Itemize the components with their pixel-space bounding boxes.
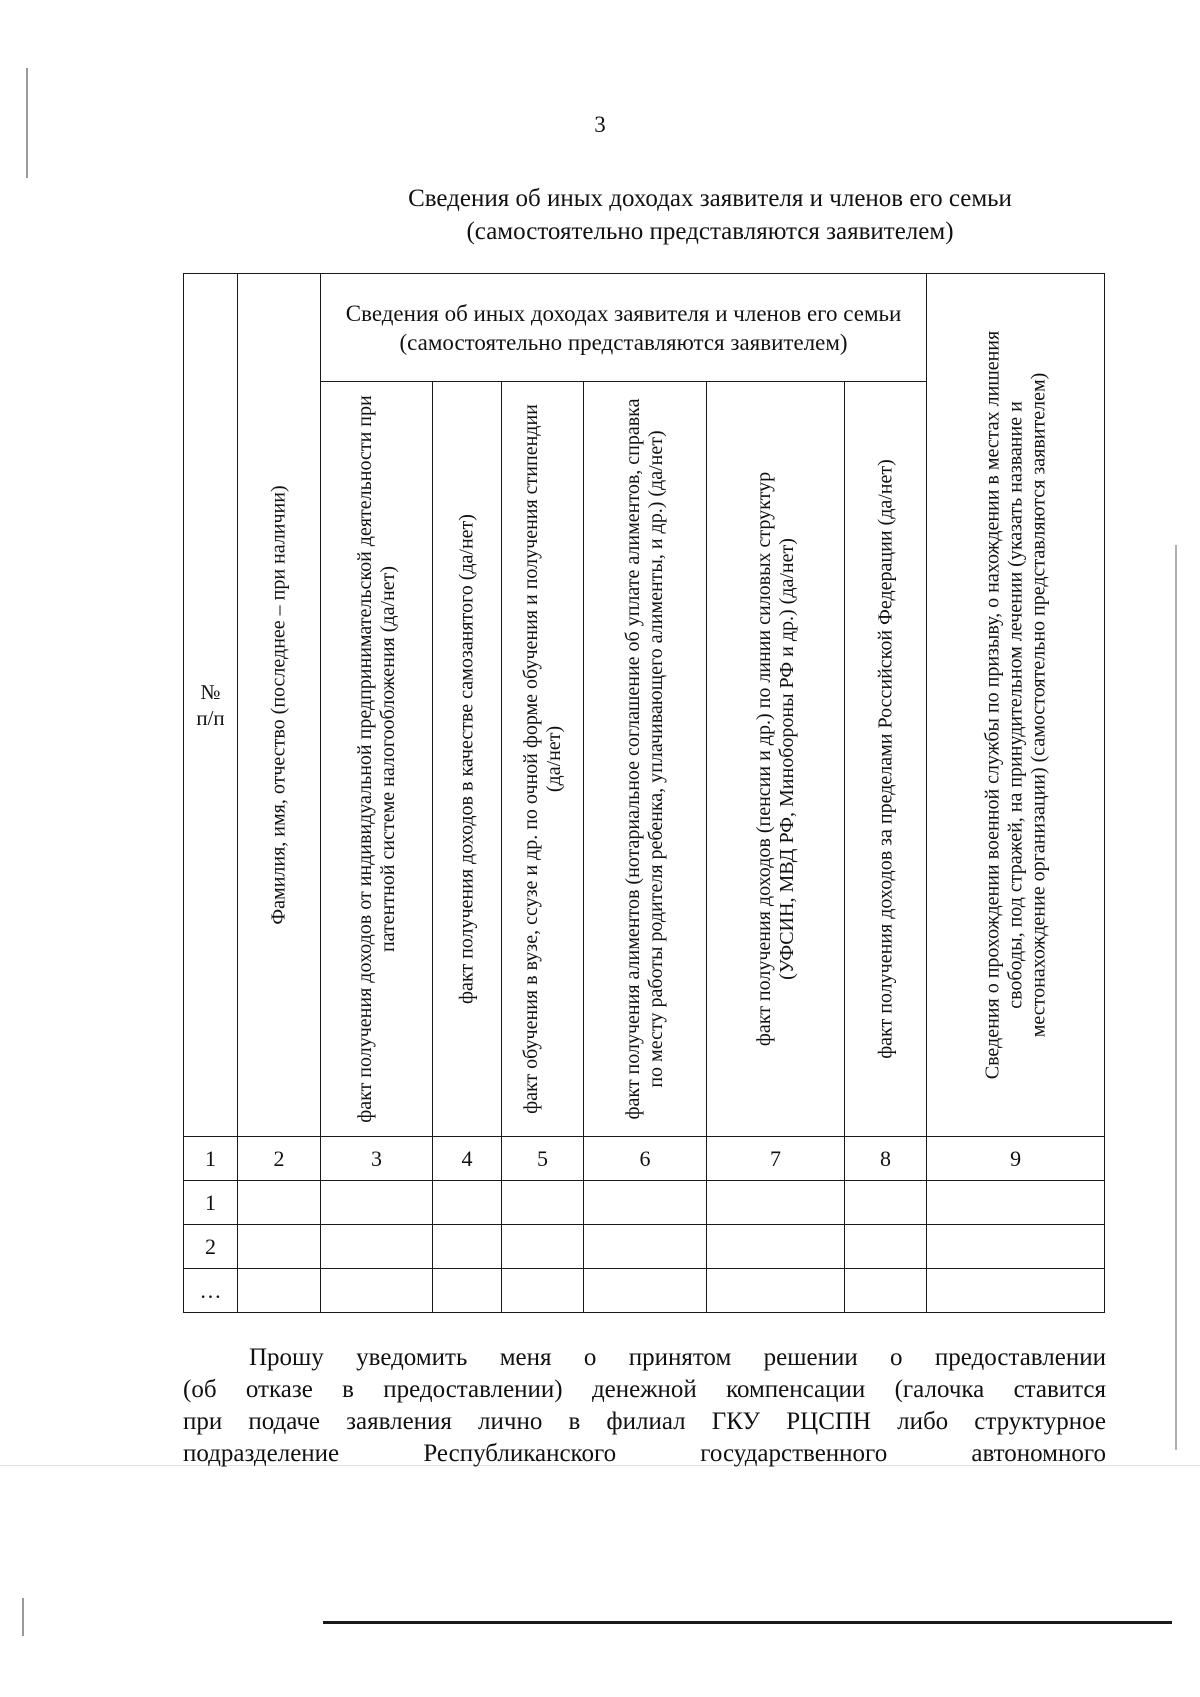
header-col-full-name-label: Фамилия, имя, отчество (последнее – при наличии) (267, 485, 290, 925)
header-col-security-agencies-label: факт получения доходов (пенсии и др.) по линии силовых структур (УФСИН, МВД РФ, Минобороны РФ и др.) (да/нет) (752, 471, 798, 1047)
index-cell: 5 (502, 1137, 584, 1181)
header-col-military-service (927, 274, 1105, 1137)
index-cell: 9 (927, 1137, 1105, 1181)
income-table (183, 273, 1105, 1313)
table-row (184, 1225, 1105, 1269)
table-cell-empty[interactable] (502, 1181, 584, 1225)
header-col-self-employed (433, 382, 502, 1137)
header-col-full-name (238, 274, 321, 1137)
index-cell: 2 (238, 1137, 321, 1181)
scan-margin-line-left (26, 68, 28, 178)
scan-margin-line-right (1175, 545, 1177, 1450)
table-cell-empty[interactable] (707, 1181, 845, 1225)
header-col-security-agencies (707, 382, 845, 1137)
paragraph-line-4: подразделение Республиканского государственного автономного (183, 1440, 1106, 1467)
index-cell: 6 (584, 1137, 707, 1181)
table-cell-empty[interactable] (707, 1269, 845, 1313)
table-cell-empty[interactable] (927, 1225, 1105, 1269)
row-number-cell: 2 (184, 1225, 238, 1269)
header-col-foreign-income (845, 382, 927, 1137)
header-col-foreign-income-label: факт получения доходов за пределами Российской Федерации (да/нет) (874, 459, 897, 1059)
table-cell-empty[interactable] (238, 1225, 321, 1269)
table-cell-empty[interactable] (584, 1181, 707, 1225)
table-cell-empty[interactable] (433, 1269, 502, 1313)
table-cell-empty[interactable] (584, 1269, 707, 1313)
table-cell-empty[interactable] (321, 1269, 433, 1313)
scan-margin-line-left-bottom (22, 1598, 24, 1636)
table-row (184, 1269, 1105, 1313)
table-cell-empty[interactable] (321, 1181, 433, 1225)
paragraph-line-2: (об отказе в предоставлении) денежной компенсации (галочка ставится (183, 1376, 1106, 1403)
document-title-line-2: (самостоятельно представляются заявителем) (466, 218, 954, 245)
table-cell-empty[interactable] (238, 1181, 321, 1225)
index-cell: 3 (321, 1137, 433, 1181)
header-col-military-service-label: Сведения о прохождении военной службы по призыву, о нахождении в местах лишения свободы, под стражей, на принудительном лечении (указать название и местонахождение организации) (самостоятельно представляются заявителем) (981, 330, 1050, 1080)
row-number-cell: 1 (184, 1181, 238, 1225)
header-col-number-label: № п/п (196, 680, 225, 730)
page-number: 3 (594, 112, 606, 137)
table-cell-empty[interactable] (238, 1269, 321, 1313)
header-col-number (184, 274, 238, 1137)
table-cell-empty[interactable] (502, 1225, 584, 1269)
header-col-patent-income (321, 382, 433, 1137)
table-cell-empty[interactable] (845, 1269, 927, 1313)
header-col-study-scholarship-label: факт обучения в вузе, ссузе и др. по очной форме обучения и получения стипендии (да/нет) (519, 404, 565, 1114)
table-cell-empty[interactable] (927, 1269, 1105, 1313)
table-cell-empty[interactable] (433, 1181, 502, 1225)
index-cell: 7 (707, 1137, 845, 1181)
footer-rule (323, 1621, 1172, 1624)
table-cell-empty[interactable] (845, 1225, 927, 1269)
request-paragraph (183, 1342, 1106, 1470)
table-index-row (184, 1137, 1105, 1181)
table-cell-empty[interactable] (502, 1269, 584, 1313)
header-col-self-employed-label: факт получения доходов в качестве самозанятого (да/нет) (455, 514, 478, 1004)
index-cell: 4 (433, 1137, 502, 1181)
paragraph-line-3: при подаче заявления лично в филиал ГКУ РЦСПН либо структурное (183, 1408, 1106, 1435)
table-header-row-1 (184, 274, 1105, 382)
table-cell-empty[interactable] (584, 1225, 707, 1269)
table-cell-empty[interactable] (433, 1225, 502, 1269)
index-cell: 1 (184, 1137, 238, 1181)
header-group-other-income: Сведения об иных доходах заявителя и членов его семьи (самостоятельно представляются заявителем) (321, 274, 927, 382)
table-cell-empty[interactable] (927, 1181, 1105, 1225)
row-number-cell: … (184, 1269, 238, 1313)
table-cell-empty[interactable] (707, 1225, 845, 1269)
header-col-alimony (584, 382, 707, 1137)
index-cell: 8 (845, 1137, 927, 1181)
header-col-patent-income-label: факт получения доходов от индивидуальной предпринимательской деятельности при патентной системе налогообложения (да/нет) (353, 395, 399, 1123)
table-cell-empty[interactable] (321, 1225, 433, 1269)
header-col-study-scholarship (502, 382, 584, 1137)
document-title-line-1: Сведения об иных доходах заявителя и членов его семьи (408, 185, 1012, 212)
paragraph-line-1: Прошу уведомить меня о принятом решении о предоставлении (249, 1344, 1106, 1371)
header-col-alimony-label: факт получения алиментов (нотариальное соглашение об уплате алиментов, справка по месту работы родителя ребенка, уплачивающего алименты, и др.) (да/нет) (622, 398, 667, 1120)
table-cell-empty[interactable] (845, 1181, 927, 1225)
table-row (184, 1181, 1105, 1225)
